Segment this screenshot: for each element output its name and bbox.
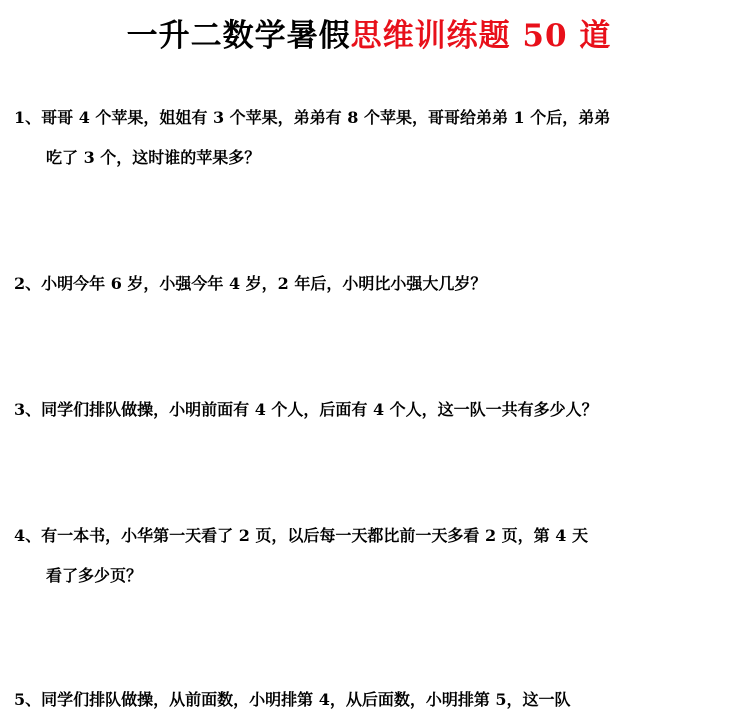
title-black-part: 一升二数学暑假 [126, 18, 351, 54]
question-4-line-1: 4、有一本书，小华第一天看了 2 页，以后每一天都比前一天多看 2 页，第 4 天 [14, 526, 588, 545]
question-1-line-1: 1、哥哥 4 个苹果，姐姐有 3 个苹果，弟弟有 8 个苹果，哥哥给弟弟 1 个后，弟弟 [14, 108, 611, 127]
question-5-line-1: 5、同学们排队做操，从前面数，小明排第 4，从后面数，小明排第 5，这一队 [14, 690, 571, 709]
question-2-line-1: 2、小明今年 6 岁，小强今年 4 岁，2 年后，小明比小强大几岁？ [14, 274, 487, 293]
title-red-part: 思维训练题 50 道 [350, 18, 612, 54]
question-2 [14, 264, 726, 304]
question-3-line-1: 3、同学们排队做操，小明前面有 4 个人，后面有 4 个人，这一队一共有多少人？ [14, 400, 598, 419]
question-4-line-2: 看了多少页？ [46, 566, 143, 585]
question-1-line-2: 吃了 3 个，这时谁的苹果多？ [46, 148, 261, 167]
question-5 [14, 680, 726, 720]
question-1 [14, 98, 726, 178]
question-4 [14, 516, 726, 596]
question-3 [14, 390, 726, 430]
page-title [0, 10, 738, 55]
